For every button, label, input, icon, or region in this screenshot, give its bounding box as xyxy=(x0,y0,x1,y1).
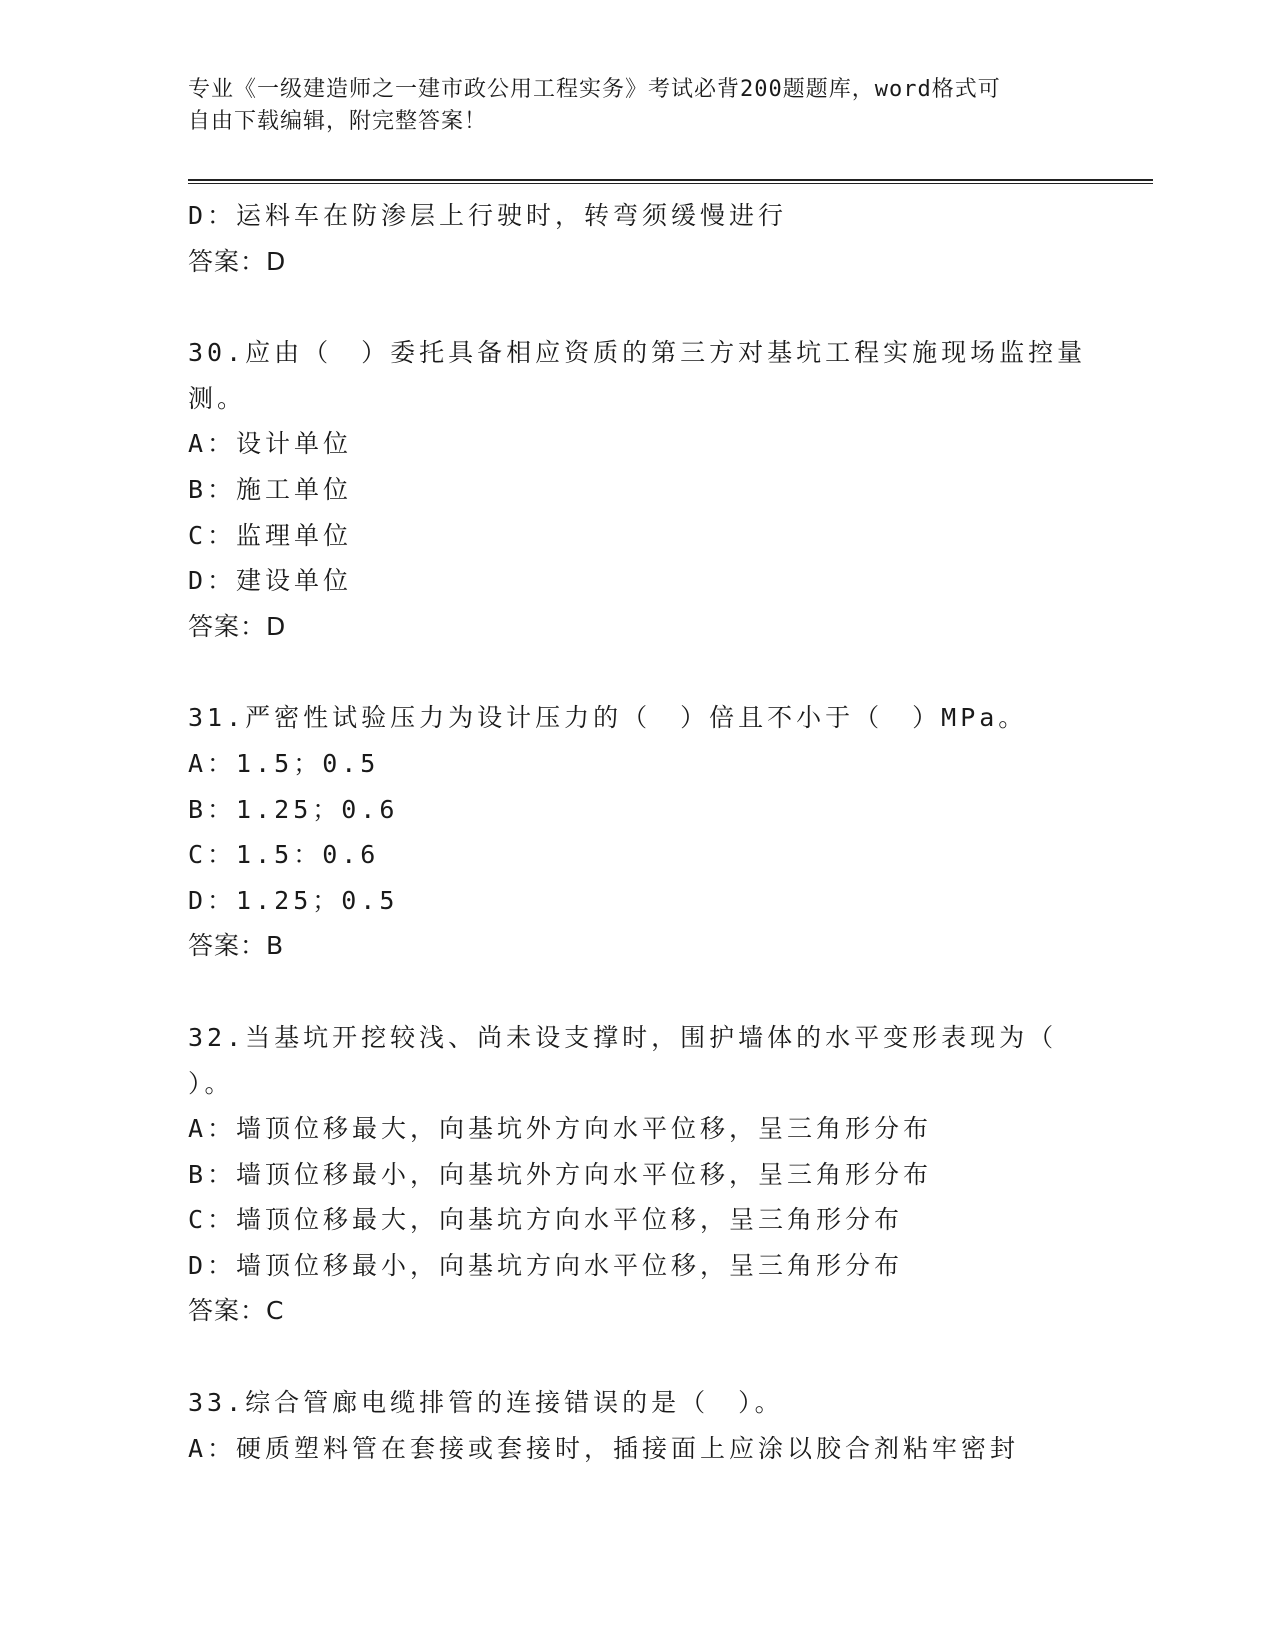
answer: 答案：C xyxy=(188,1296,285,1326)
question-32 xyxy=(188,1015,1088,1334)
option-a: A：设计单位 xyxy=(188,429,353,459)
option-d: D：运料车在防渗层上行驶时，转弯须缓慢进行 xyxy=(188,201,788,230)
question-text: 31.严密性试验压力为设计压力的（ ）倍且不小于（ ）MPa。 xyxy=(188,703,1028,733)
question-31 xyxy=(188,695,1088,969)
option-c: C：1.5：0.6 xyxy=(188,840,380,870)
header-divider-thick xyxy=(188,179,1153,181)
question-text: 33.综合管廊电缆排管的连接错误的是（ ）。 xyxy=(188,1388,784,1418)
answer: 答案：D xyxy=(188,246,287,276)
question-text-continued: ）。 xyxy=(188,1068,234,1098)
option-d: D：1.25；0.5 xyxy=(188,885,399,915)
question-30 xyxy=(188,330,1088,649)
question-list xyxy=(188,193,1088,1471)
header-line-2: 自由下载编辑，附完整答案！ xyxy=(188,109,488,134)
header-divider-thin xyxy=(188,183,1153,184)
question-29-tail xyxy=(188,193,1088,284)
option-a: A：墙顶位移最大，向基坑外方向水平位移，呈三角形分布 xyxy=(188,1114,933,1144)
option-a: A：1.5；0.5 xyxy=(188,748,380,778)
answer: 答案：D xyxy=(188,611,287,641)
option-b: B：1.25；0.6 xyxy=(188,794,399,824)
question-33 xyxy=(188,1380,1088,1471)
option-c: C：监理单位 xyxy=(188,520,353,550)
header-line-1: 专业《一级建造师之一建市政公用工程实务》考试必背200题题库，word格式可 xyxy=(188,77,1001,102)
document-header xyxy=(188,74,1088,138)
question-text: 30.应由（ ）委托具备相应资质的第三方对基坑工程实施现场监控量 xyxy=(188,338,1087,368)
option-b: B：施工单位 xyxy=(188,474,353,504)
option-a: A：硬质塑料管在套接或套接时，插接面上应涂以胶合剂粘牢密封 xyxy=(188,1433,1020,1463)
option-c: C：墙顶位移最大，向基坑方向水平位移，呈三角形分布 xyxy=(188,1205,904,1235)
answer: 答案：B xyxy=(188,931,285,961)
question-text: 32.当基坑开挖较浅、尚未设支撑时，围护墙体的水平变形表现为（ xyxy=(188,1022,1058,1052)
question-text-continued: 测。 xyxy=(188,383,247,413)
option-d: D：建设单位 xyxy=(188,566,353,596)
option-b: B：墙顶位移最小，向基坑外方向水平位移，呈三角形分布 xyxy=(188,1159,933,1189)
option-d: D：墙顶位移最小，向基坑方向水平位移，呈三角形分布 xyxy=(188,1250,904,1280)
